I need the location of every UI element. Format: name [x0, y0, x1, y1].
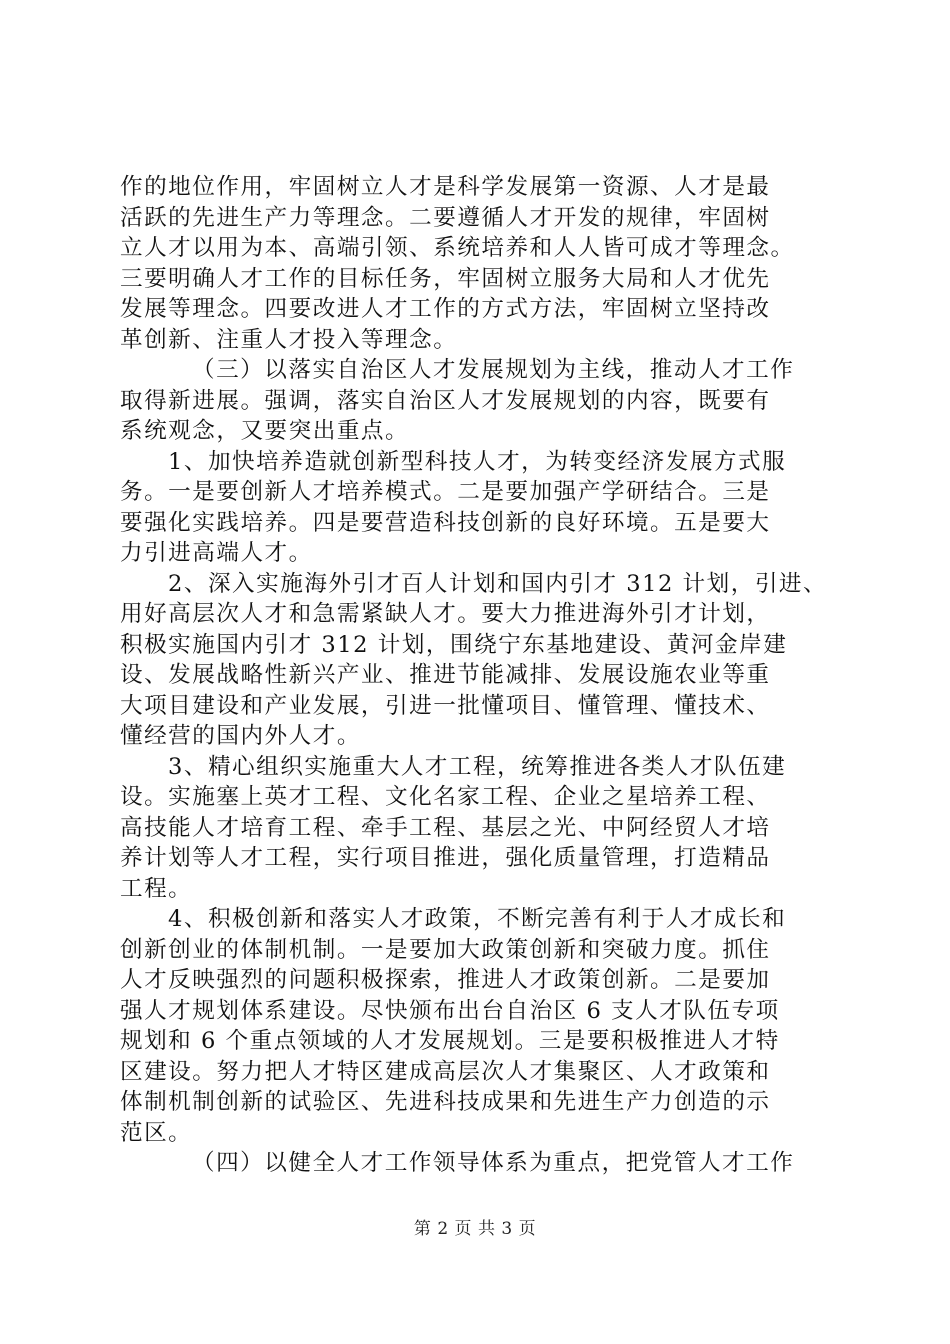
- text-line: 工程。: [120, 875, 193, 902]
- text-line: 懂经营的国内外人才。: [120, 723, 361, 749]
- text-line: 务。一是要创新人才培养模式。二是要加强产学研结合。三是: [120, 479, 771, 505]
- section-heading-line: （三）以落实自治区人才发展规划为主线，推动人才工作: [192, 357, 795, 383]
- text-line: 高技能人才培育工程、牵手工程、基层之光、中阿经贸人才培: [120, 814, 771, 841]
- text-line: 区建设。努力把人才特区建成高层次人才集聚区、人才政策和: [120, 1058, 771, 1085]
- text-line: 设、发展战略性新兴产业、推进节能减排、发展设施农业等重: [120, 662, 771, 688]
- text-line: 积极实施国内引才 312 计划，围绕宁东基地建设、黄河金岸建: [120, 631, 788, 658]
- text-line: 作的地位作用，牢固树立人才是科学发展第一资源、人才是最: [120, 174, 771, 200]
- text-line: 体制机制创新的试验区、先进科技成果和先进生产力创造的示: [120, 1089, 771, 1115]
- paragraph-first-line: 1、加快培养造就创新型科技人才，为转变经济发展方式服: [168, 448, 787, 475]
- text-line: 养计划等人才工程，实行项目推进，强化质量管理，打造精品: [120, 845, 771, 871]
- text-line: 范区。: [120, 1119, 193, 1146]
- text-line: 三要明确人才工作的目标任务，牢固树立服务大局和人才优先: [120, 265, 771, 292]
- text-line: 取得新进展。强调，落实自治区人才发展规划的内容，既要有: [120, 387, 771, 414]
- page-footer: [0, 1214, 950, 1239]
- text-line: 要强化实践培养。四是要营造科技创新的良好环境。五是要大: [120, 509, 771, 536]
- text-line: 设。实施塞上英才工程、文化名家工程、企业之星培养工程、: [120, 784, 771, 810]
- text-line: 发展等理念。四要改进人才工作的方式方法，牢固树立坚持改: [120, 296, 771, 322]
- text-line: 活跃的先进生产力等理念。二要遵循人才开发的规律，牢固树: [120, 204, 771, 231]
- text-line: 系统观念，又要突出重点。: [120, 418, 410, 444]
- text-line: 用好高层次人才和急需紧缺人才。要大力推进海外引才计划，: [120, 601, 771, 627]
- page-number-label: 第 2 页 共 3 页: [413, 1219, 537, 1239]
- text-line: 大项目建设和产业发展，引进一批懂项目、懂管理、懂技术、: [120, 692, 771, 719]
- paragraph-first-line: 3、精心组织实施重大人才工程，统筹推进各类人才队伍建: [168, 753, 787, 780]
- text-line: 规划和 6 个重点领域的人才发展规划。三是要积极推进人才特: [120, 1028, 780, 1054]
- text-line: 人才反映强烈的问题积极探索，推进人才政策创新。二是要加: [120, 967, 771, 993]
- text-line: 立人才以用为本、高端引领、系统培养和人人皆可成才等理念。: [120, 235, 795, 261]
- text-line: 革创新、注重人才投入等理念。: [120, 326, 458, 353]
- document-body: [120, 172, 840, 1179]
- section-heading-line: （四）以健全人才工作领导体系为重点，把党管人才工作: [192, 1150, 795, 1176]
- text-line: 强人才规划体系建设。尽快颁布出台自治区 6 支人才队伍专项: [120, 997, 780, 1024]
- paragraph-first-line: 2、深入实施海外引才百人计划和国内引才 312 计划，引进、: [168, 570, 828, 597]
- text-line: 创新创业的体制机制。一是要加大政策创新和突破力度。抓住: [120, 936, 771, 963]
- text-line: 力引进高端人才。: [120, 540, 313, 566]
- paragraph-first-line: 4、积极创新和落实人才政策，不断完善有利于人才成长和: [168, 906, 787, 932]
